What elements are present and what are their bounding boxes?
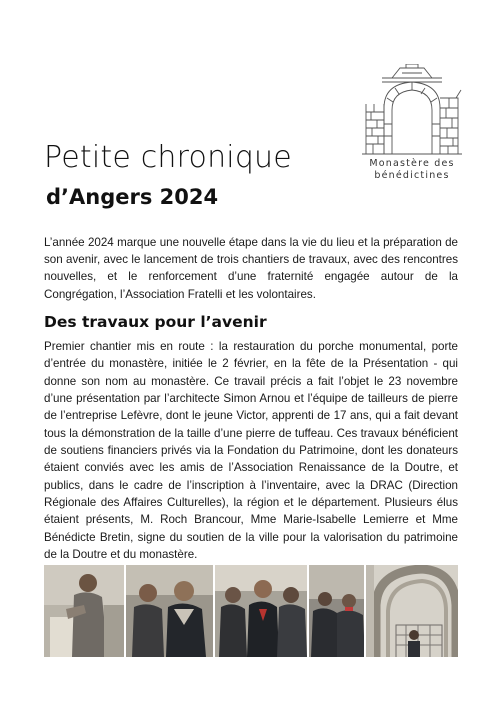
photo-strip [44,565,458,657]
photo-crowd [309,565,365,657]
logo-caption [356,158,468,182]
page-subtitle: d’Angers 2024 [46,185,219,209]
intro-paragraph: L’année 2024 marque une nouvelle étape dans la vie du lieu et la préparation de son avenir, avec le lancement de trois chantiers de travaux, avec des rencontres nouvelles, et le renforcement d’une fraternité engagée autour de la Congrégation, l’Association Fratelli et les volontaires. [44,236,458,301]
logo-caption-line2: bénédictines [374,170,450,181]
archway-drawing-icon [362,64,462,156]
photo-group [215,565,307,657]
photo-porch-arch [366,565,458,657]
photo-stonemason [44,565,124,657]
section-body: Premier chantier mis en route : la restauration du porche monumental, porte d’entrée du monastère, initiée le 2 février, en la fête de la Présentation - qui donne son nom au monastère. Ce travail précis a fait l’objet le 23 novembre d’une présentation par l’architecte Simon Arnou et l’équipe de tailleurs de pierre de l’entreprise Lefèvre, dont le jeune Victor, apprenti de 17 ans, qui a fait devant tous la démonstration de la taille d’une pierre de tuffeau. Ces travaux bénéficient de soutiens financiers privés via la Fondation du Patrimoine, dont les donateurs étaient conviés avec les amis de l’Association Renaissance de la Doutre, et publics, dans le cadre de l’inscription à l’inventaire, avec la DRAC (Direction Régionale des Affaires Culturelles), la région et le département. Plusieurs élus étaient présents, M. Roch Brancour, Mme Marie-Isabelle Lemierre et Mme Bénédicte Bretin, signe du soutien de la ville pour la valorisation du patrimoine de la Doutre et du monastère. [44,340,458,562]
logo-caption-line1: Monastère des [369,158,455,169]
page-title: Petite chronique [44,140,292,175]
monastery-logo [362,64,462,182]
photo-visitors [126,565,214,657]
section-title: Des travaux pour l’avenir [44,313,267,331]
